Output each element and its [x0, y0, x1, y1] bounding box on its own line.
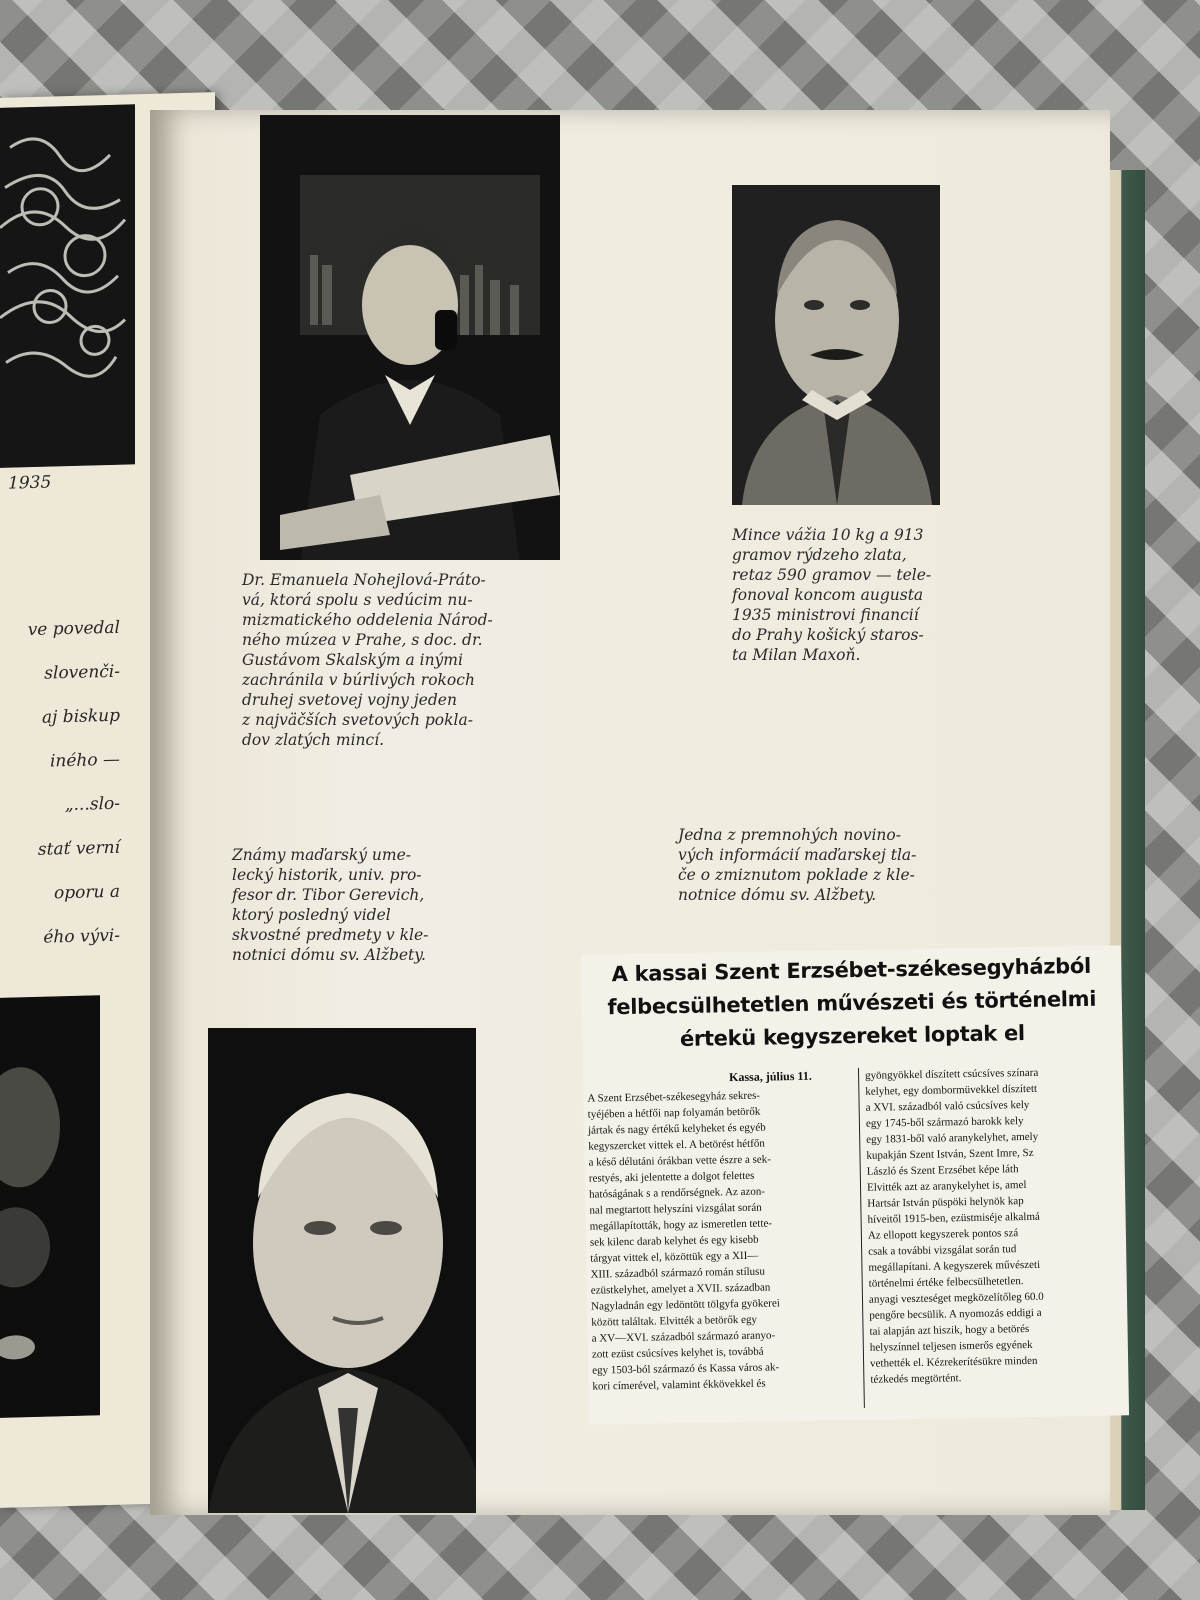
- left-line: ého vývi-: [43, 925, 120, 948]
- photo-nohejlova: [260, 115, 560, 560]
- sculpture-photo-image: [0, 995, 100, 1418]
- left-line: stať verní: [37, 837, 120, 860]
- woman-on-phone-photo-image: [260, 115, 560, 560]
- caption-maxon: Mince vážia 10 kg a 913 gramov rýdzeho zlata, retaz 590 gramov — tele- fonoval koncom augusta 1935 ministrovi financií do Prahy košický staros- ta Milan Maxoň.: [732, 526, 932, 664]
- left-top-photo: [0, 104, 135, 468]
- left-line: ve povedal: [27, 617, 120, 641]
- left-line: aj biskup: [42, 705, 120, 728]
- caption-nohejlova: Dr. Emanuela Nohejlová-Práto- vá, ktorá spolu s vedúcim nu- mizmatického oddelenia Národ- ného múzea v Prahe, s doc. dr. Gustávom Skalským a inými zachránila v búrlivých rokoch druhej svetovej vojny jeden z najväčších svetových pokla- dov zlatých mincí.: [242, 571, 493, 749]
- photo-gerevich: [208, 1028, 476, 1513]
- clipping-headline: [581, 945, 1123, 1057]
- clipping-dateline: Kassa, július 11.: [728, 1068, 812, 1085]
- headline-line: felbecsülhetetlen művészeti és történelmi: [607, 986, 1097, 1020]
- ornament-photo-image: [0, 104, 135, 468]
- clipping-column-1: A Szent Erzsébet-székesegyház sekres- tyéjében a hétfői nap folyamán betörők jártak és nagy értékű kelyheket és egyéb kegyszercket vittek el. A betörést hétfőn a késő délutáni órákban vette észre a sek- restyés, aki jelentette a dolgot felettes hatóságának s a rendőrségnek. Az azon- nal megtartott helyszíni vizsgálat során megállapították, hogy az ismeretlen tette- sek kilenc darab kelyhet és egy kisebb tárgyat vittek el, közöttük egy a XII— XIII. századból származó román stílusu ezüstkelyhet, amelyet a XVII. században Nagyladnán egy ledöntött tölgyfa gyökerei között találtak. Elvitték a betörők egy a XV—XVI. századból származó aranyo- zott ezüst csúcsíves kelyhet is, továbbá egy 1503-ból származó és Kassa város ak- kori címerével, valamint ékkövekkel és: [587, 1089, 780, 1393]
- elderly-man-photo-image: [208, 1028, 476, 1513]
- left-bottom-photo: [0, 995, 100, 1418]
- headline-line: értekü kegyszereket loptak el: [679, 1021, 1026, 1052]
- newspaper-clipping: [581, 945, 1129, 1424]
- clipping-column-2: gyöngyökkel díszített csúcsíves színara kelyhet, egy dombormüvekkel díszített a XVI. századból való csúcsíves kely egy 1745-ből származó barokk kely egy 1831-ből való aranykelyhet, amely kupakján Szent István, Szent Imre, Sz László és Szent Erzsébet képe láth Elvitték azt az aranykelyhet is, amel Hartsár István püspöki helynök kap híveitől 1915-ben, ezüstmiséje alkalmá Az ellopott kegyszerek pontos szá csak a további vizsgálat során tud megállapítani. A kegyszerek művészeti történelmi értéke felbecsülhetetlen. anyagi veszteséget megközelítőleg 60.0 pengőre becsülik. A nyomozás eddigi a tai alapján azt hiszik, hogy a betörés helyszínnel teljesen ismerős egyének vethették el. Kézrekerítésükre minden tézkedés megtörtént.: [864, 1066, 1044, 1386]
- caption-gerevich: Známy maďarský ume- lecký historik, univ. pro- fesor dr. Tibor Gerevich, ktorý posledný videl skvostné predmety v kle- notnici dómu sv. Alžbety.: [232, 846, 429, 964]
- left-year-label: 1935: [8, 472, 52, 494]
- headline-line: A kassai Szent Erzsébet-székesegyházból: [611, 953, 1092, 987]
- left-text-fragment: [0, 595, 120, 972]
- left-line: iného —: [49, 749, 120, 772]
- photo-maxon: [732, 185, 940, 505]
- left-line: oporu a: [54, 881, 120, 904]
- man-with-mustache-photo-image: [732, 185, 940, 505]
- left-line: „...slo-: [64, 793, 120, 816]
- column-divider: [858, 1068, 865, 1408]
- caption-clipping-intro: Jedna z premnohých novino- vých informácií maďarskej tla- če o zmiznutom poklade z kle- notnice dómu sv. Alžbety.: [678, 826, 917, 904]
- left-line: slovenči-: [44, 661, 120, 684]
